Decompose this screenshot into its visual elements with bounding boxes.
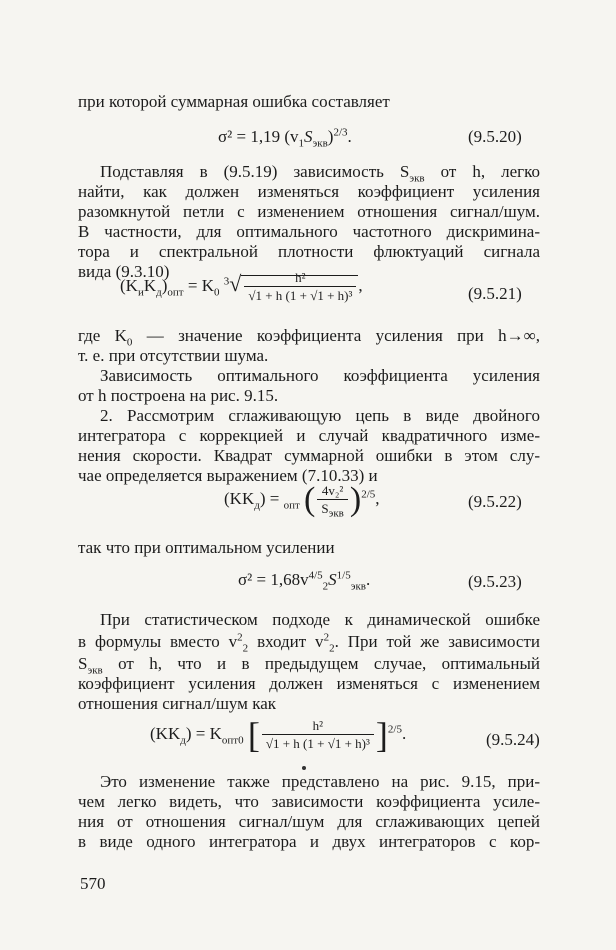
paragraph-line: тора и спектральной плотности флюктуаций сигнала (78, 242, 540, 261)
equation-number: (9.5.24) (486, 730, 540, 749)
paragraph-line: коэффициент усиления должен изменяться с изменением (78, 674, 540, 693)
paragraph-line: ния от отношения сигнал/шум для сглаживающих цепей (78, 812, 540, 831)
equation-number: (9.5.21) (468, 284, 522, 303)
equation-9-5-20: σ² = 1,19 $(v_1S_{экв})^{2/3}$. (218, 126, 352, 150)
paragraph-line: в виде одного интегратора и двух интеграторов с кор- (78, 832, 540, 851)
paragraph-line: 2. Рассмотрим сглаживающую цепь в виде двойного (100, 406, 540, 425)
paragraph-line: т. е. при отсутствии шума. (78, 346, 269, 365)
equation-9-5-22: $(KK_д) = _{опт}$ ( $\frac{\text{4v₂²}}{S_{экв}}$ )$^{2/5}$, (224, 481, 380, 520)
paragraph-line: нения скорости. Квадрат суммарной ошибки в этом слу- (78, 446, 540, 465)
paragraph-line: при которой суммарная ошибка составляет (78, 92, 390, 111)
paragraph-line: чем легко видеть, что зависимости коэффициента усиле- (78, 792, 540, 811)
paragraph-line: При статистическом подходе к динамической ошибке (100, 610, 540, 629)
cube-root-sign: √ (229, 270, 242, 296)
equation-9-5-21: $(K_иK_д)_{опт} = K_0$ $^3$√ $\frac{\text{h²}}{\text{√1 + h (1 + √1 + h)³}}$ , (120, 270, 363, 303)
paragraph-line: в формулы вместо $v^2_2$ входит $v^2_2$. При той же зависимости (78, 631, 540, 655)
equation-9-5-23: $\sigma^2 = 1,68v^{4/5}_2S^{1/5}_{экв}$. (238, 569, 371, 593)
page-number: 570 (80, 874, 106, 893)
paragraph-line: чае определяется выражением (7.10.33) и (78, 466, 378, 485)
paragraph-line: где $K_0$ — значение коэффициента усиления при h→∞, (78, 326, 540, 349)
equation-9-5-24: $(KK_д) = K_{опт0}$ [ $\frac{\text{h²}}{\text{√1 + h (1 + √1 + h)³}}$ ]$^{2/5}$. (150, 715, 407, 755)
paragraph-line: В частности, для оптимального частотного дискримина- (78, 222, 540, 241)
paragraph-line: от h построена на рис. 9.15. (78, 386, 279, 405)
paragraph-line: Это изменение также представлено на рис. 9.15, при- (100, 772, 540, 791)
paragraph-line: Зависимость оптимального коэффициента усиления (100, 366, 540, 385)
paragraph-line: найти, как должен изменяться коэффициент усиления (78, 182, 540, 201)
equation-number: (9.5.22) (468, 492, 522, 511)
equation-number: (9.5.20) (468, 127, 522, 146)
paragraph-line: отношения сигнал/шум как (78, 694, 276, 713)
paragraph-line: вида (9.3.10) (78, 262, 170, 281)
paragraph-line: $S_{экв}$ от h, что и в предыдущем случае, оптимальный (78, 654, 540, 677)
paragraph-line: так что при оптимальном усилении (78, 538, 335, 557)
equation-number: (9.5.23) (468, 572, 522, 591)
paragraph-line: интегратора с коррекцией и случай квадратичного изме- (78, 426, 540, 445)
paragraph-line: разомкнутой петли с изменением отношения сигнал/шум. (78, 202, 540, 221)
stray-dot (302, 766, 306, 770)
paragraph-line: Подставляя в (9.5.19) зависимость $S_{экв}$ от h, легко (100, 162, 540, 185)
